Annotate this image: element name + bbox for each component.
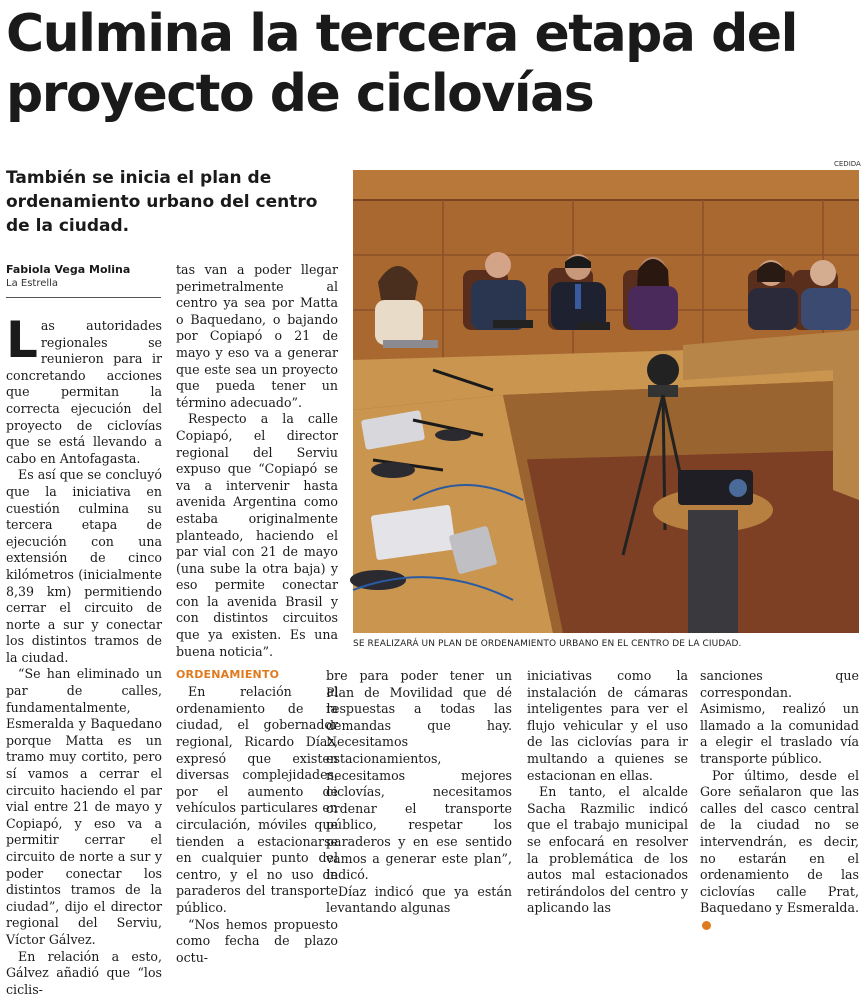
end-mark-icon [702, 921, 711, 930]
article-column-2 [176, 262, 338, 966]
photo-credit: CEDIDA [834, 160, 861, 168]
meeting-illustration [353, 170, 859, 633]
paragraph-5: Respecto a la calle Copiapó, el director regional del Serviu expuso que “Copiapó se va a intervenir hasta avenida Argentina como estaba originalmente planteado, haciendo el par vial con 21 de mayo (una sube la otra baja) y eso permite conectar con la avenida Brasil y con distintos circuitos que ya existen. Es una buena noticia”. [176, 411, 338, 659]
paragraph-6: En relación al ordenamiento de la ciudad, el gobernador regional, Ricardo Díaz, expresó que existen diversas complejidades, por el aumento de vehículos particulares en circulación, móviles que tienden a estacionarse en cualquier punto del centro, y el no uso de paraderos del transporte público. [176, 684, 338, 915]
subheadline: También se inicia el plan de ordenamiento urbano del centro de la ciudad. [6, 168, 318, 236]
section-heading: ORDENAMIENTO [176, 668, 280, 682]
article-column-1 [6, 311, 162, 998]
author-name: Fabiola Vega Molina [6, 263, 131, 276]
headline: Culmina la tercera etapa del proyecto de ciclovías [6, 4, 797, 124]
photo-caption: SE REALIZARÁ UN PLAN DE ORDENAMIENTO URBANO EN EL CENTRO DE LA CIUDAD. [353, 639, 742, 649]
paragraph-2: Es así que se concluyó que la iniciativa en cuestión culmina su tercera etapa de ejecución con una extensión de cinco kilómetros (inicialmente 8,39 km) permitiendo cerrar el circuito de norte a sur y conectar los distintos tramos de la ciudad. [6, 467, 162, 665]
article-column-4 [527, 668, 688, 917]
paragraph-10: Por último, desde el Gore señalaron que las calles del casco central de la ciudad no se intervendrán, es decir, no estarán en el ordenamiento de las ciclovías calle Prat, Baquedano y Esmeralda. [700, 767, 859, 916]
byline [6, 263, 161, 290]
byline-divider [6, 297, 161, 298]
paragraph-7-start: “Nos hemos propuesto como fecha de plazo octu- [176, 916, 338, 965]
meeting-photo [353, 170, 859, 633]
paragraph-7-cont: bre para poder tener un Plan de Movilidad que dé respuestas a todas las demandas que hay. Necesitamos estacionamientos, necesitamos mejores ciclovías, necesitamos ordenar el transporte público, respetar los paraderos y en ese sentido vamos a generar este plan”, indicó. [326, 668, 512, 883]
paragraph-9-cont: sanciones que correspondan. Asimismo, realizó un llamado a la comunidad a elegir el traslado vía transporte público. [700, 668, 859, 766]
paragraph-9-start: En tanto, el alcalde Sacha Razmilic indicó que el trabajo municipal se enfocará en resolver la problemática de los autos mal estacionados retirándolos del centro y aplicando las [527, 784, 688, 916]
paragraph-8-cont: iniciativas como la instalación de cámaras inteligentes para ver el flujo vehicular y el uso de las ciclovías para ir multando a quienes se estacionan en ellas. [527, 668, 688, 783]
drop-cap: L [6, 311, 38, 369]
paragraph-4-start: En relación a esto, Gálvez añadió que “los ciclis- [6, 948, 162, 997]
paragraph-3: “Se han eliminado un par de calles, fundamentalmente, Esmeralda y Baquedano porque Matta es un tramo muy cortito, pero sí vamos a cerrar el circuito haciendo el par vial entre 21 de mayo y Copiapó, y eso va a permitir cerrar el circuito de norte a sur y poder conectar los distintos tramos de la ciudad”, dijo el director regional del Serviu, Víctor Gálvez. [6, 666, 162, 947]
article-column-3 [326, 668, 512, 917]
article-column-5 [700, 668, 859, 934]
paragraph-8-start: Díaz indicó que ya están levantando algunas [326, 883, 512, 916]
paragraph-4-cont: tas van a poder llegar perimetralmente al centro ya sea por Matta o Baquedano, o bajando por Copiapó o 21 de mayo y eso va a generar que este sea un proyecto que pueda tener un término adecuado”. [176, 262, 338, 410]
outlet-name: La Estrella [6, 278, 59, 289]
paragraph-1: as autoridades regionales se reunieron para ir concretando acciones que permitan la correcta ejecución del proyecto de ciclovías que se está llevando a cabo en Antofagasta. [6, 318, 162, 466]
